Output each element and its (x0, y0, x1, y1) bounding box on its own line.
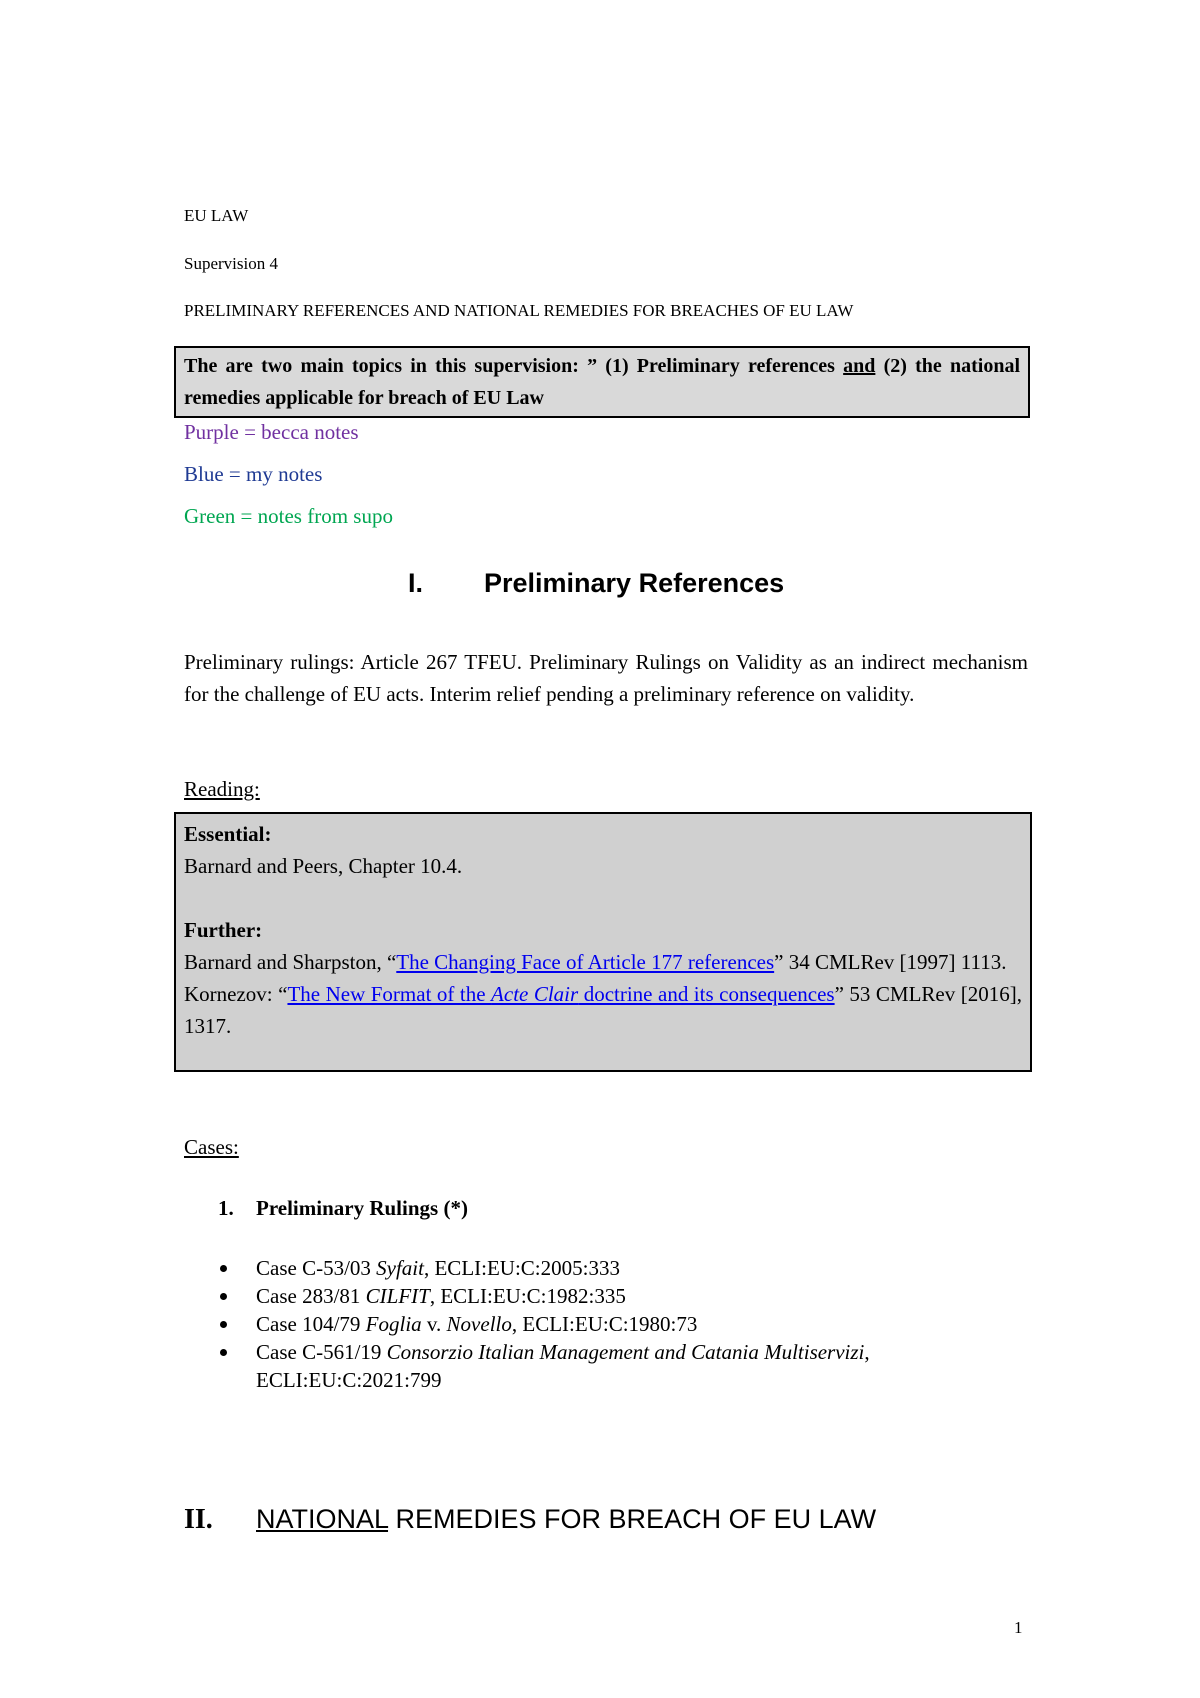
course-title: EU LAW (184, 206, 249, 225)
section1-heading: Preliminary References (484, 568, 785, 598)
section2-heading (256, 1504, 876, 1535)
supervision-label: Supervision 4 (184, 254, 278, 273)
topics-text-2: (2) the national remedies applicable for breach of EU Law (184, 355, 1021, 409)
case-comma: , (864, 1340, 870, 1364)
topics-text-1: The are two main topics in this supervision: ” (1) Preliminary references (184, 355, 844, 377)
page-number: 1 (1014, 1618, 1023, 1637)
bullet-icon (220, 1349, 227, 1356)
list-item (218, 1338, 1018, 1394)
document-title: PRELIMINARY REFERENCES AND NATIONAL REMEDIES FOR BREACHES OF EU LAW (184, 301, 854, 320)
essential-text: Barnard and Peers, Chapter 10.4. (184, 854, 463, 878)
further-label: Further: (184, 918, 263, 942)
case-name: Foglia (365, 1312, 422, 1336)
list-item (218, 1310, 1018, 1338)
case-name: Syfait (376, 1256, 424, 1280)
topics-box (174, 346, 1030, 418)
further-item-2 (184, 978, 1022, 1042)
further2-link[interactable] (287, 982, 834, 1006)
cases-label: Cases: (184, 1135, 239, 1159)
topics-and: and (843, 355, 876, 377)
case-ecli: , ECLI:EU:C:1982:335 (429, 1284, 626, 1308)
further-item-1 (184, 946, 1022, 978)
case-list (218, 1254, 1018, 1394)
case-prefix: Case C-53/03 (256, 1256, 377, 1280)
case-name-2: Novello (446, 1312, 512, 1336)
section1-intro: Preliminary rulings: Article 267 TFEU. Preliminary Rulings on Validity as an indirect mechanism for the challenge of EU acts. Interim relief pending a preliminary reference on validity. (184, 650, 1028, 706)
section2-heading-rest: REMEDIES FOR BREACH OF EU LAW (388, 1504, 877, 1534)
legend-blue: Blue = my notes (184, 462, 323, 486)
reading-box (174, 812, 1032, 1072)
case-ecli: ECLI:EU:C:2021:799 (256, 1368, 442, 1392)
bullet-icon (220, 1321, 227, 1328)
case-versus: v. (421, 1312, 447, 1336)
case-prefix: Case 283/81 (256, 1284, 366, 1308)
reading-label: Reading: (184, 777, 260, 801)
case-prefix: Case 104/79 (256, 1312, 366, 1336)
legend-purple: Purple = becca notes (184, 420, 359, 444)
section2-numeral: II. (184, 1504, 213, 1535)
legend-green: Green = notes from supo (184, 504, 393, 528)
case-ecli: , ECLI:EU:C:2005:333 (423, 1256, 620, 1280)
case-ecli: , ECLI:EU:C:1980:73 (511, 1312, 698, 1336)
further2-link-b: doctrine and its consequences (578, 982, 835, 1006)
further1-link[interactable]: The Changing Face of Article 177 references (396, 950, 775, 974)
further2-link-a: The New Format of the (287, 982, 492, 1006)
case-prefix: Case C-561/19 (256, 1340, 387, 1364)
reading-spacer (184, 882, 1022, 914)
section1-numeral: I. (408, 568, 424, 598)
essential-label: Essential: (184, 822, 272, 846)
case-name: CILFIT (365, 1284, 430, 1308)
case-name: Consorzio Italian Management and Catania Multiservizi (386, 1340, 865, 1364)
further1-post: ” 34 CMLRev [1997] 1113. (774, 950, 1007, 974)
bullet-icon (220, 1293, 227, 1300)
section2-heading-underlined: NATIONAL (256, 1504, 389, 1534)
further1-pre: Barnard and Sharpston, “ (184, 950, 397, 974)
further2-pre: Kornezov: “ (184, 982, 288, 1006)
subsection-number: 1. (218, 1196, 234, 1220)
list-item (218, 1254, 1018, 1282)
bullet-icon (220, 1265, 227, 1272)
list-item (218, 1282, 1018, 1310)
further2-post: ” 53 CMLRev [2016], 1317. (184, 982, 1022, 1038)
further2-link-italic: Acte Clair (491, 982, 579, 1006)
subsection-title: Preliminary Rulings (*) (256, 1196, 468, 1220)
